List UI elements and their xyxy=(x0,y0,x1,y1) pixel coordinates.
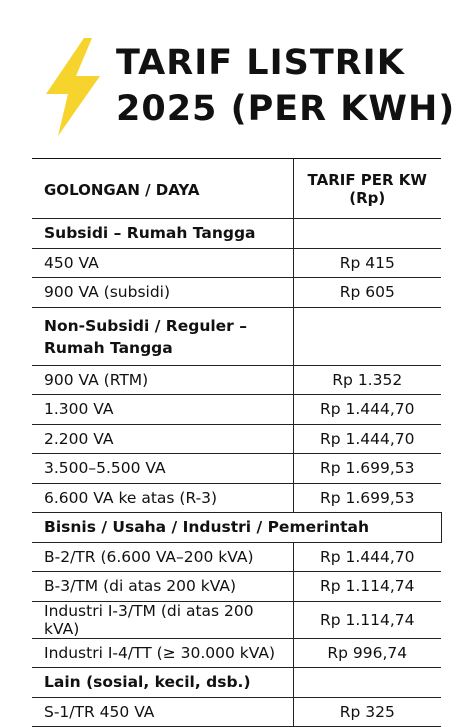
row-name: Industri I-4/TT (≥ 30.000 kVA) xyxy=(32,638,293,668)
section-label: Non-Subsidi / Reguler – Rumah Tangga xyxy=(32,307,293,365)
row-value: Rp 1.444,70 xyxy=(293,395,441,425)
row-value: Rp 996,74 xyxy=(293,638,441,668)
section-row xyxy=(32,219,441,249)
table-row xyxy=(32,638,441,668)
table-row xyxy=(32,697,441,727)
table-header-row xyxy=(32,159,441,219)
column-header-tarif: TARIF PER KW (Rp) xyxy=(293,159,441,219)
row-value: Rp 1.352 xyxy=(293,365,441,395)
section-label: Bisnis / Usaha / Industri / Pemerintah xyxy=(32,513,441,543)
row-value: Rp 1.699,53 xyxy=(293,454,441,484)
row-name: 6.600 VA ke atas (R-3) xyxy=(32,483,293,513)
row-name: 3.500–5.500 VA xyxy=(32,454,293,484)
table-row xyxy=(32,278,441,308)
section-row xyxy=(32,307,441,365)
tariff-table xyxy=(32,158,442,727)
table-row xyxy=(32,365,441,395)
title-line-2: 2025 (PER KWH) xyxy=(116,89,456,129)
section-label: Lain (sosial, kecil, dsb.) xyxy=(32,668,293,698)
section-empty-cell xyxy=(293,307,441,365)
row-value: Rp 1.444,70 xyxy=(293,542,441,572)
row-name: 1.300 VA xyxy=(32,395,293,425)
table-row xyxy=(32,248,441,278)
row-value: Rp 415 xyxy=(293,248,441,278)
row-name: 900 VA (RTM) xyxy=(32,365,293,395)
row-value: Rp 1.444,70 xyxy=(293,424,441,454)
row-value: Rp 605 xyxy=(293,278,441,308)
table-row xyxy=(32,542,441,572)
section-row xyxy=(32,513,441,543)
row-value: Rp 1.114,74 xyxy=(293,601,441,638)
row-name: S-1/TR 450 VA xyxy=(32,697,293,727)
section-empty-cell xyxy=(293,668,441,698)
row-value: Rp 1.699,53 xyxy=(293,483,441,513)
table-row xyxy=(32,424,441,454)
row-name: Industri I-3/TM (di atas 200 kVA) xyxy=(32,601,293,638)
table-row xyxy=(32,454,441,484)
row-name: 900 VA (subsidi) xyxy=(32,278,293,308)
row-value: Rp 325 xyxy=(293,697,441,727)
section-label: Subsidi – Rumah Tangga xyxy=(32,219,293,249)
table-body xyxy=(32,219,441,727)
row-value: Rp 1.114,74 xyxy=(293,572,441,602)
table-row xyxy=(32,483,441,513)
table-row xyxy=(32,572,441,602)
table-row xyxy=(32,601,441,638)
title-line-1: TARIF LISTRIK xyxy=(116,43,405,83)
column-header-golongan: GOLONGAN / DAYA xyxy=(32,159,293,219)
section-row xyxy=(32,668,441,698)
row-name: 450 VA xyxy=(32,248,293,278)
row-name: B-2/TR (6.600 VA–200 kVA) xyxy=(32,542,293,572)
section-empty-cell xyxy=(293,219,441,249)
row-name: 2.200 VA xyxy=(32,424,293,454)
lightning-bolt-icon xyxy=(40,38,104,136)
row-name: B-3/TM (di atas 200 kVA) xyxy=(32,572,293,602)
header xyxy=(0,0,474,158)
page-title xyxy=(116,40,466,132)
table-row xyxy=(32,395,441,425)
